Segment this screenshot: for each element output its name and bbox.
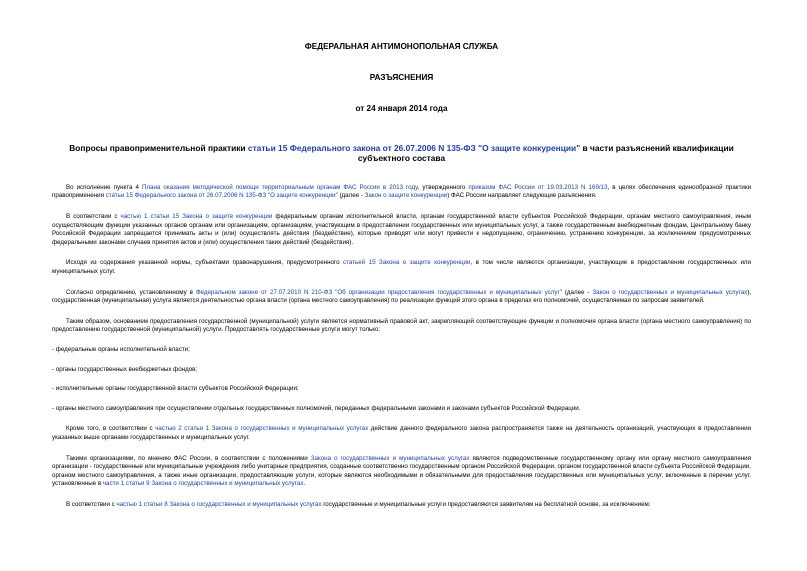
list-item: - исполнительные органы государственной власти субъектов Российской Федерации;: [52, 385, 299, 393]
text: Таким образом, основанием предоставления государственной (муниципальной) услуги является нормативный правовой акт, закрепляющий соответствующие функции и полномочия органа власти (органа местного самоуправления) по предоставлению государственной (муниципальной) услуги. Предоставлять государственные услуги могут только:: [52, 317, 751, 334]
services-law-link-2[interactable]: Закона о государственных и муниципальных услугах: [310, 454, 470, 462]
fas-order-link[interactable]: приказом ФАС России от 19.03.2013 N 169/13: [468, 183, 608, 191]
text: (далее -: [337, 192, 365, 200]
text: ) ФАС России направляет следующие разъяснения.: [447, 192, 597, 200]
paragraph-1: [52, 184, 751, 201]
services-law-article-1-link[interactable]: частью 2 статьи 1 Закона о государственных и муниципальных услугах: [155, 425, 369, 433]
paragraph-7: [52, 455, 751, 489]
text: Во исполнение пункта 4: [66, 183, 142, 191]
services-law-link[interactable]: Закон о государственных и муниципальных услугах: [592, 288, 748, 296]
methodical-plan-link[interactable]: Плана оказания методической помощи территориальным органам ФАС России в 2013 году: [142, 183, 418, 191]
paragraph-5: [52, 318, 751, 335]
document-topic: [52, 143, 751, 164]
list-item: - органы государственных внебюджетных фондов;: [52, 365, 198, 373]
text: Исходя из содержания указанной нормы, субъектами правонарушения, предусмотренного: [66, 259, 344, 267]
topic-text: Вопросы правоприменительной практики: [69, 143, 248, 153]
paragraph-4: [52, 289, 751, 306]
text: В соответствии с: [66, 213, 121, 220]
law-210-fz-link[interactable]: Федеральном законе от 27.07.2010 N 210-ФЗ "Об организации предоставления государственных и муниципальных услуг": [195, 288, 562, 296]
text: , утвержденного: [417, 183, 469, 191]
text: действие данного федерального закона распространяется также на деятельность организаций, участвующих в предоставлении указанных выше органами государственных и муниципальных услуг.: [52, 425, 752, 441]
competition-law-article-link[interactable]: статьи 15 Федерального закона от 26.07.2006 N 135-ФЗ "О защите конкуренции": [105, 192, 338, 200]
article-15-part-1-link[interactable]: частью 1 статьи 15 Закона о защите конкуренции: [120, 213, 273, 220]
text: федеральным органам исполнительной власти, органам государственной власти субъектов Российской Федерации, органам местного самоуправления, иным осуществляющим функции указанных органов органам или организациям, организациям, участвующим в предоставлении государственных или муниципальных услуг, а также государственным внебюджетным фондам, Центральному банку Российской Федерации запрещается принимать акты и (или) осуществлять действия (бездействие), которые приводят или могут привести к недопущению, ограничению, устранению конкуренции, за исключением предусмотренных федеральными законами случаев принятия актов и (или) осуществления таких действий (бездействия).: [52, 213, 751, 246]
agency-name: ФЕДЕРАЛЬНАЯ АНТИМОНОПОЛЬНАЯ СЛУЖБА: [304, 42, 499, 51]
services-law-article-8-link[interactable]: частью 1 статьи 8 Закона о государственных и муниципальных услугах: [116, 500, 322, 508]
text: .: [303, 480, 306, 488]
text: , в целях обеспечения единообразной практики правоприменения: [52, 183, 752, 200]
list-item: - органы местного самоуправления при осуществлении отдельных государственных полномочий, переданных федеральными законами и законами субъектов Российской Федерации.: [52, 404, 581, 412]
paragraph-6: [52, 425, 751, 442]
text: являются подведомственные государственному органу или органу местного самоуправления организации - государственные или муниципальные учреждения либо унитарные предприятия, созданные соответственно государственным органом Российской Федерации, органом государственной власти субъекта Российской Федерации, органом местного самоуправления, а также иные организации, предоставляющие услуги, которые являются необходимыми и обязательными для предоставления государственных или муниципальных услуг, включенные в перечни услуг, установленные в: [52, 454, 751, 488]
text: Согласно определению, установленному в: [66, 288, 196, 296]
text: государственные и муниципальные услуги предоставляются заявителям на бесплатной основе, за исключением:: [321, 500, 651, 508]
paragraph-2: [52, 213, 751, 247]
document-date: от 24 января 2014 года: [355, 104, 448, 113]
paragraph-8: [52, 501, 751, 510]
text: Кроме того, в соответствии с: [66, 425, 156, 433]
competition-law-link[interactable]: Закон о защите конкуренции: [364, 192, 448, 200]
text: , в том числе являются организации, участвующие в предоставлении государственных или муниципальных услуг.: [52, 259, 751, 275]
services-law-article-9-link[interactable]: части 1 статьи 9 Закона о государственных и муниципальных услугах: [102, 480, 304, 488]
paragraph-3: [52, 259, 751, 276]
text: В соответствии с: [66, 500, 117, 508]
text: (далее -: [561, 288, 593, 296]
text: Такими организациями, по мнению ФАС России, в соответствии с положениями: [66, 454, 311, 462]
article-15-link[interactable]: статьей 15 Закона о защите конкуренции: [343, 259, 471, 267]
topic-law-link[interactable]: статьи 15 Федерального закона от 26.07.2006 N 135-ФЗ "О защите конкуренции": [247, 143, 581, 153]
list-item: - федеральные органы исполнительной власти;: [52, 345, 190, 353]
topic-text-end: в части разъяснений квалификации субъектного состава: [357, 143, 734, 164]
text: ), государственная (муниципальная) услуга является деятельностью органа власти (органа местного самоуправления) по реализации функций этого органа в пределах его полномочий, осуществляемая по запросам заявителей.: [52, 288, 752, 305]
document-type: РАЗЪЯСНЕНИЯ: [369, 73, 434, 82]
